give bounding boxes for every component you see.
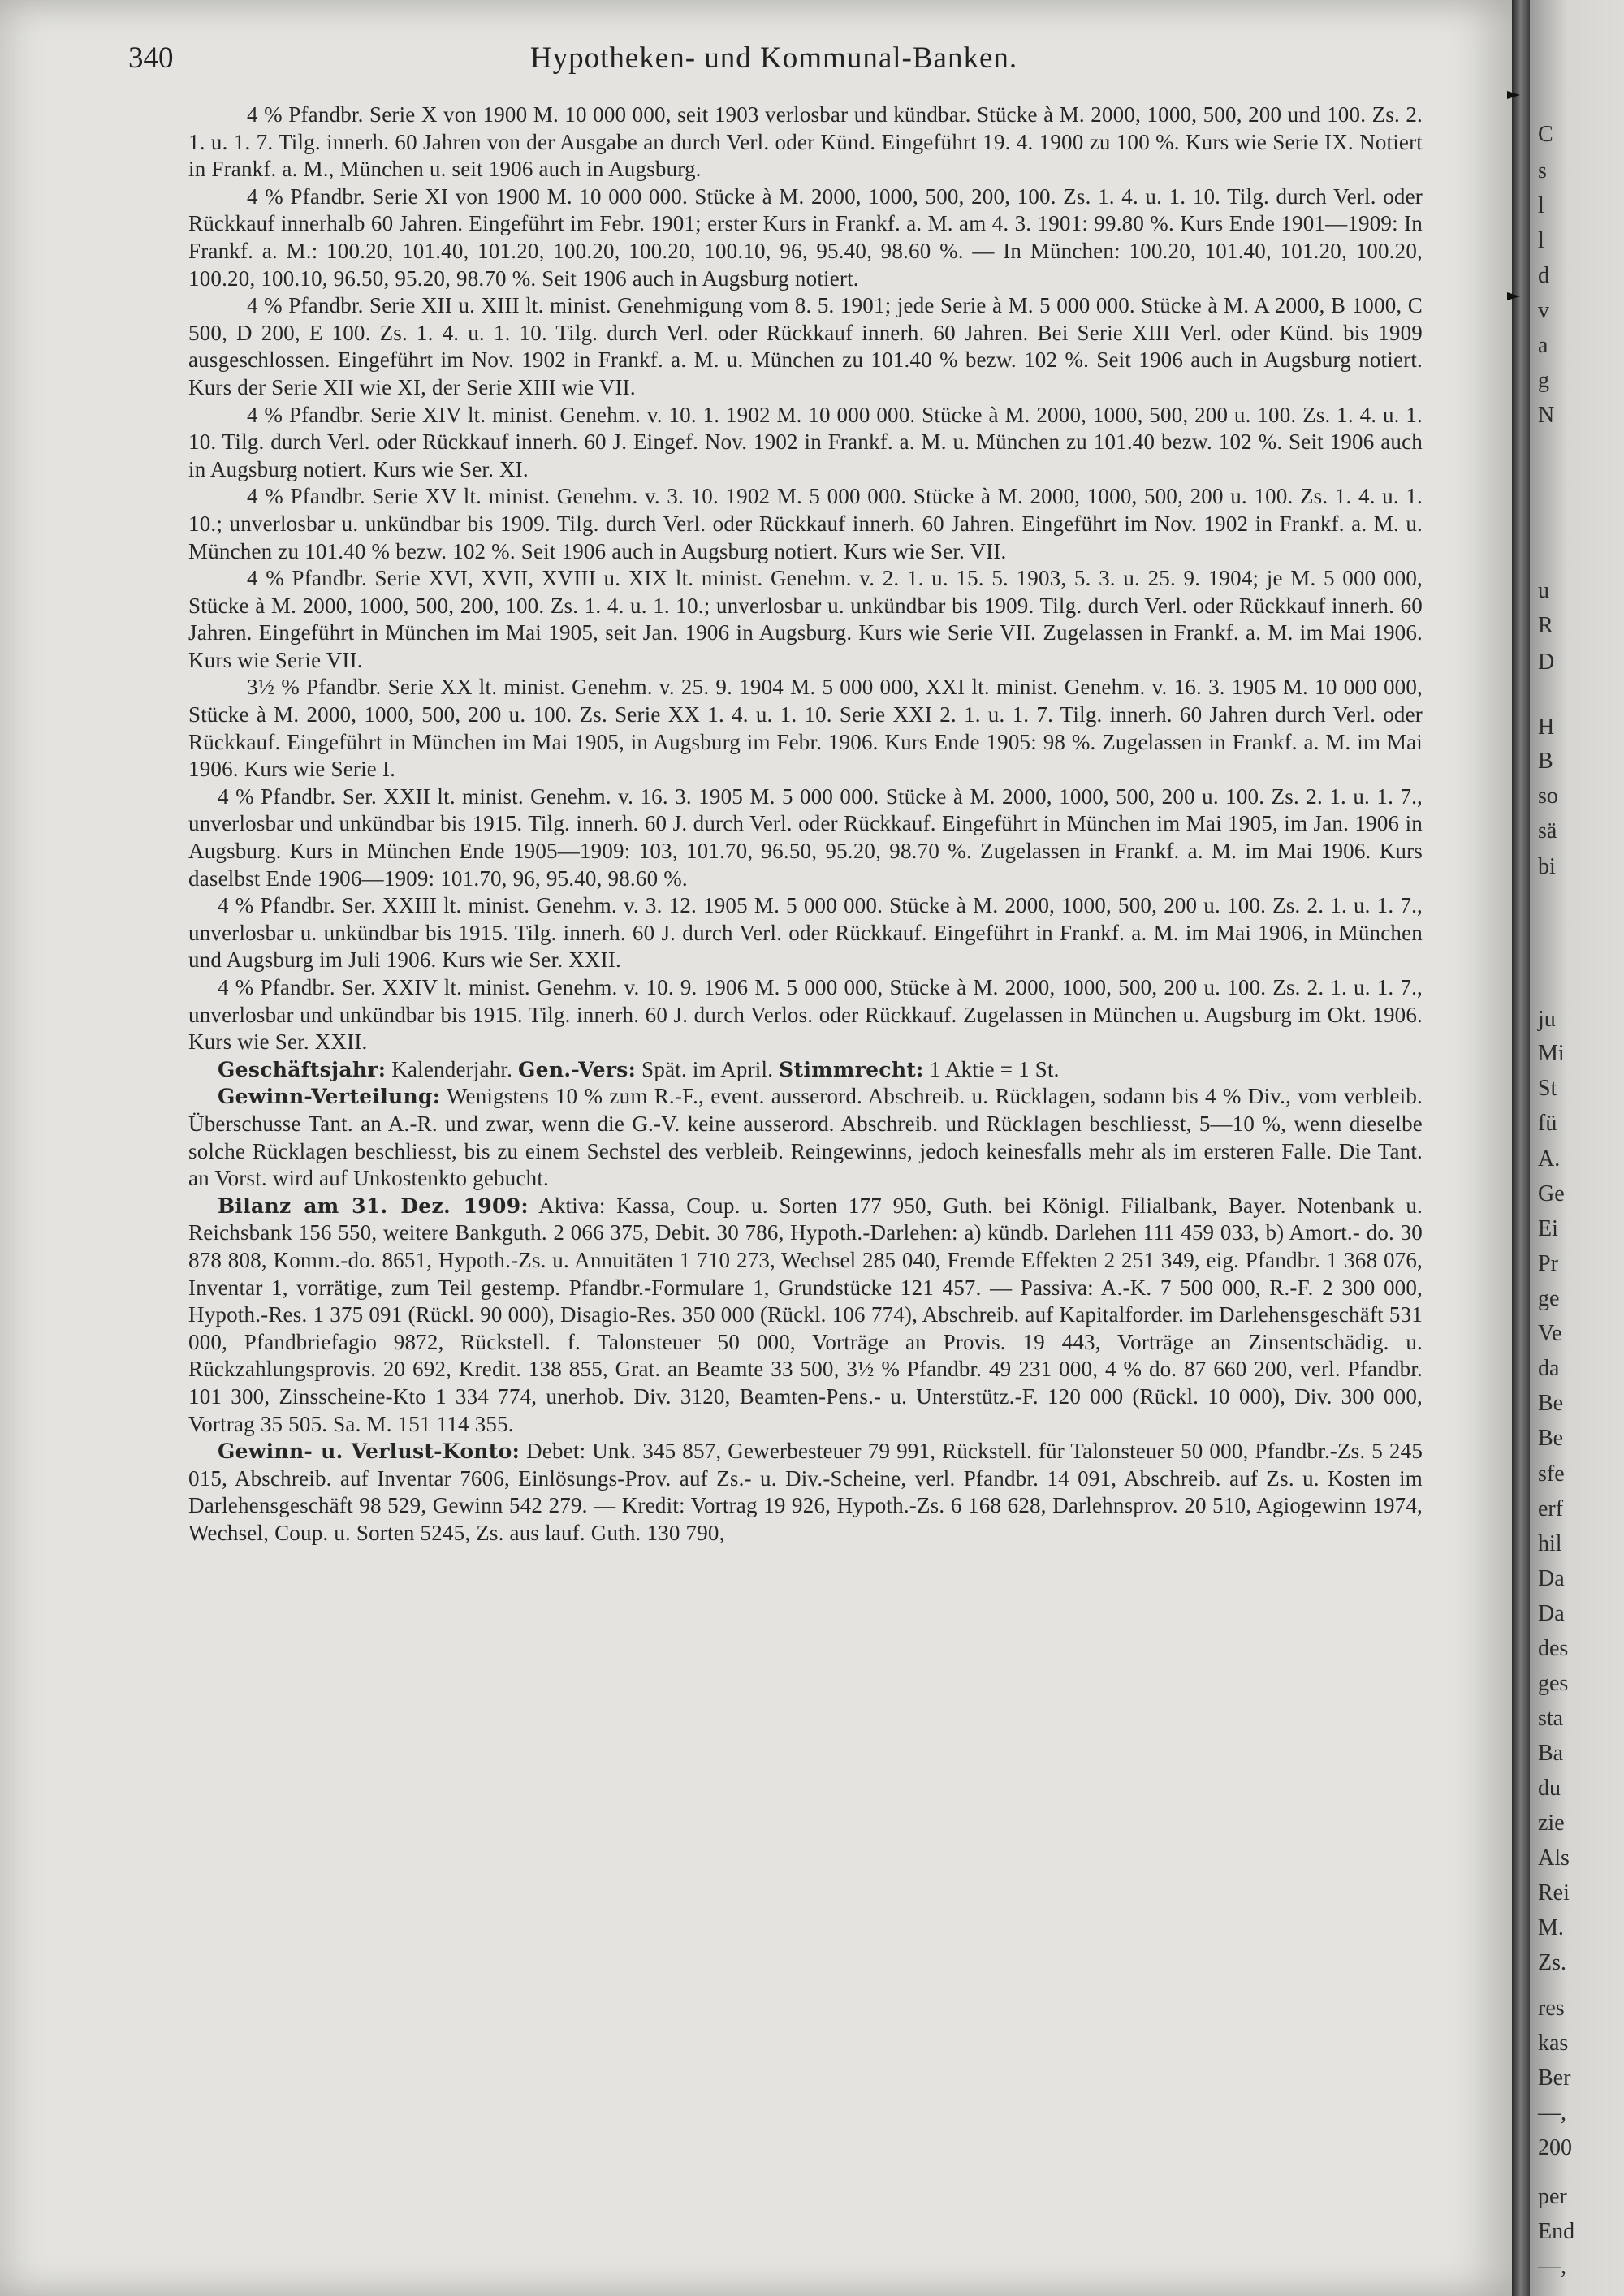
paragraph-text: 4 % Pfandbr. Serie XII u. XIII lt. minist. Genehmigung vom 8. 5. 1901; jede Serie à M. 5 000 000. Stücke à M. A 2000, B 1000, C 500, D 200, E 100. Zs. 1. 4. u. 1. 10. Tilg. durch Verl. oder Rückkauf innerh. 60 Jahren. Bei Serie XIII Verl. oder Künd. bis 1909 ausgeschlossen. Eingeführt im Nov. 1902 in Frankf. a. M. u. München zu 101.40 % bezw. 102 %. Seit 1906 auch in Augsburg notiert. Kurs der Serie XII wie XI, der Serie XIII wie VII.	[188, 293, 1423, 399]
adjacent-page-fragment: H	[1538, 714, 1555, 740]
adjacent-page-fragment: bi	[1538, 854, 1556, 879]
adjacent-page-fragment: Zs.	[1538, 1950, 1566, 1975]
adjacent-page-fragment: Ei	[1538, 1216, 1558, 1241]
adjacent-page-fragment: erf	[1538, 1496, 1564, 1521]
adjacent-page-fragment: ju	[1538, 1007, 1556, 1032]
paragraph-text: 4 % Pfandbr. Ser. XXII lt. minist. Genehm. v. 16. 3. 1905 M. 5 000 000. Stücke à M. 2000, 1000, 500, 200 u. 100. Zs. 2. 1. u. 1. 7., unverlosbar und unkündbar bis 1915. Tilg. innerh. 60 J. durch Verl. oder Rückkauf. Eingeführt in München im Mai 1905, im Jan. 1906 in Augsburg. Kurs in München Ende 1905—1909: 103, 101.70, 96.50, 95.20, 98.70 %. Zugelassen in Frankf. a. M. im Mai 1906. Kurs daselbst Ende 1906—1909: 101.70, 96, 95.40, 98.60 %.	[188, 783, 1423, 891]
book-gutter	[1512, 0, 1530, 2296]
adjacent-page-fragment: Da	[1538, 1566, 1565, 1591]
adjacent-page-fragment: u	[1538, 578, 1549, 603]
adjacent-page-fragment: Da	[1538, 1601, 1565, 1626]
adjacent-page-fragment: des	[1538, 1636, 1569, 1661]
adjacent-page-fragment: R	[1538, 613, 1553, 638]
paragraph-keyword: Gewinn- u. Verlust-Konto:	[218, 1439, 520, 1464]
adjacent-page-fragment: s	[1538, 158, 1547, 183]
adjacent-page-fragment: l	[1538, 228, 1544, 253]
paragraph-text: 4 % Pfandbr. Ser. XXIV lt. minist. Genehm. v. 10. 9. 1906 M. 5 000 000, Stücke à M. 2000, 1000, 500, 200 u. 100. Zs. 2. 1. u. 1. 7., unverlosbar und unkündbar bis 1915. Tilg. innerh. 60 J. durch Verlos. oder Rückkauf. Zugelassen in München u. Augsburg im Okt. 1906. Kurs wie Ser. XXII.	[188, 975, 1423, 1055]
adjacent-page-fragment: —,	[1538, 2100, 1566, 2126]
adjacent-page-fragment: da	[1538, 1356, 1560, 1381]
paragraph-keyword: Stimmrecht:	[779, 1057, 924, 1081]
adjacent-page-edge	[1530, 0, 1624, 2296]
adjacent-page-fragment: C	[1538, 122, 1553, 147]
paragraph-serie-xxiv	[188, 974, 1423, 1056]
adjacent-page-fragment: —,	[1538, 2254, 1566, 2279]
paragraph-serie-xx-xxi	[188, 674, 1423, 783]
paragraph-serie-xxiii	[188, 892, 1423, 974]
adjacent-page-fragment: Pr	[1538, 1251, 1558, 1276]
paragraph-serie-xv	[188, 483, 1423, 565]
adjacent-page-fragment: ges	[1538, 1671, 1569, 1696]
paragraph-text: Debet: Unk. 345 857, Gewerbesteuer 79 991, Rückstell. für Talonsteuer 50 000, Pfandbr.-Zs. 5 245 015, Abschreib. auf Inventar 7606, Einlösungs-Prov. auf Zs.- u. Div.-Scheine, verl. Pfandbr. 14 091, Abschreib. auf Zs. u. Kosten im Darlehensgeschäft 98 529, Gewinn 542 279. — Kredit: Vortrag 19 926, Hypoth.-Zs. 6 168 628, Darlehnsprov. 20 510, Agiogewinn 1974, Wechsel, Coup. u. Sorten 5245, Zs. aus lauf. Guth. 130 790,	[188, 1439, 1423, 1545]
adjacent-page-fragment: kas	[1538, 2031, 1569, 2056]
paragraph-text: Wenigstens 10 % zum R.-F., event. ausserord. Abschreib. u. Rücklagen, sodann bis 4 % Div., vom verbleib. Überschusse Tant. an A.-R. und zwar, wenn die G.-V. keine ausserord. Abschreib. und Rücklagen beschliesst, 5—10 %, wenn dieselbe solche Rücklagen beschliesst, bis zu einem Sechstel des verbleib. Reingewinns, jedoch keinesfalls mehr als im ersteren Falle. Die Tant. an Vorst. wird auf Unkostenkto gebucht.	[188, 1084, 1423, 1191]
adjacent-page-fragment: l	[1538, 193, 1544, 218]
running-head: Hypotheken- und Kommunal-Banken.	[529, 41, 1018, 75]
paragraph-serie-x	[188, 101, 1423, 183]
paragraph-text: 4 % Pfandbr. Serie XV lt. minist. Genehm. v. 3. 10. 1902 M. 5 000 000. Stücke à M. 2000, 1000, 500, 200 u. 100. Zs. 1. 4. u. 1. 10.; unverlosbar u. unkündbar bis 1909. Tilg. durch Verl. oder Rückkauf innerh. 60 Jahren. Eingeführt im Nov. 1902 in Frankf. a. M. u. München zu 101.40 % bezw. 102 %. Seit 1906 auch in Augsburg notiert. Kurs wie Ser. VII.	[188, 484, 1423, 563]
adjacent-page-fragment: Rei	[1538, 1880, 1570, 1905]
adjacent-page-fragment: hil	[1538, 1531, 1562, 1556]
adjacent-page-fragment: ge	[1538, 1286, 1560, 1311]
adjacent-page-fragment: End	[1538, 2219, 1575, 2244]
page-header	[128, 41, 1419, 86]
paragraph-serie-xxii	[188, 783, 1423, 892]
adjacent-page-fragment: Be	[1538, 1391, 1564, 1416]
adjacent-page-fragment: Ba	[1538, 1741, 1564, 1766]
adjacent-page-fragment: so	[1538, 783, 1558, 809]
adjacent-page-fragment: Mi	[1538, 1041, 1565, 1066]
adjacent-page-fragment: g	[1538, 368, 1549, 393]
paragraph-keyword: Geschäftsjahr:	[218, 1057, 387, 1081]
paragraph-text: Kalenderjahr.	[391, 1056, 513, 1081]
adjacent-page-fragment: sta	[1538, 1706, 1564, 1731]
paragraph-text: 4 % Pfandbr. Serie X von 1900 M. 10 000 000, seit 1903 verlosbar und kündbar. Stücke à M. 2000, 1000, 500, 200 und 100. Zs. 2. 1. u. 1. 7. Tilg. innerh. 60 Jahren von der Ausgabe an durch Verl. oder Künd. Eingeführt 19. 4. 1900 zu 100 %. Kurs wie Serie IX. Notiert in Frankf. a. M., München u. seit 1906 auch in Augsburg.	[188, 102, 1423, 182]
adjacent-page-fragment: D	[1538, 650, 1555, 675]
paragraph-text: Aktiva: Kassa, Coup. u. Sorten 177 950, Guth. bei Königl. Filialbank, Bayer. Notenbank u. Reichsbank 156 550, weitere Bankguth. 2 066 375, Debit. 30 786, Hypoth.-Darlehen: a) kündb. Darlehen 111 459 033, b) Amort.- do. 30 878 808, Komm.-do. 8651, Hypoth.-Zs. u. Annuitäten 1 710 273, Wechsel 285 040, Fremde Effekten 2 251 349, eig. Pfandbr. 1 368 076, Inventar 1, vorrätige, zum Teil gestemp. Pfandbr.-Formulare 1, Grundstücke 121 457. — Passiva: A.-K. 7 500 000, R.-F. 2 300 000, Hypoth.-Res. 1 375 091 (Rückl. 90 000), Disagio-Res. 350 000 (Rückl. 106 774), Abschreib. auf Kapitalforder. im Darlehensgeschäft 531 000, Pfandbriefagio 9872, Rückstell. f. Talonsteuer 50 000, Vorträge an Provis. 19 443, Vorträge an Zinsentschädig. u. Rückzahlungsprovis. 20 692, Kredit. 138 855, Grat. an Beamte 33 500, 3½ % Pfandbr. 49 231 000, 4 % do. 87 660 200, verl. Pfandbr. 101 300, Zinsscheine-Kto 1 334 774, unerhob. Div. 3120, Beamten-Pens.- u. Unterstütz.-F. 120 000 (Rückl. 10 000), Div. 300 000, Vortrag 35 505. Sa. M. 151 114 355.	[188, 1193, 1423, 1436]
adjacent-page-fragment: Als	[1538, 1845, 1570, 1871]
paragraph-gewinn-verlust	[188, 1438, 1423, 1547]
adjacent-page-fragment: du	[1538, 1776, 1561, 1801]
adjacent-page-fragment: fü	[1538, 1111, 1557, 1136]
page-number: 340	[128, 41, 174, 75]
adjacent-page-fragment: a	[1538, 333, 1548, 358]
paragraph-text: 4 % Pfandbr. Serie XVI, XVII, XVIII u. XIX lt. minist. Genehm. v. 2. 1. u. 15. 5. 1903, 5. 3. u. 25. 9. 1904; je M. 5 000 000, Stücke à M. 2000, 1000, 500, 200, 100. Zs. 1. 4. u. 1. 10.; unverlosbar u. unkündbar bis 1909. Tilg. durch Verl. oder Rückkauf innerh. 60 Jahren. Eingeführt in München im Mai 1905, seit Jan. 1906 in Augsburg. Kurs wie Serie VII. Zugelassen in Frankf. a. M. im Mai 1906. Kurs wie Serie VII.	[188, 566, 1423, 672]
paragraph-text: 4 % Pfandbr. Serie XIV lt. minist. Genehm. v. 10. 1. 1902 M. 10 000 000. Stücke à M. 2000, 1000, 500, 200 u. 100. Zs. 1. 4. u. 1. 10. Tilg. durch Verl. oder Rückkauf innerh. 60 J. Eingef. Nov. 1902 in Frankf. a. M. u. München zu 101.40 bezw. 102 %. Seit 1906 auch in Augsburg notiert. Kurs wie Ser. XI.	[188, 402, 1423, 481]
paragraph-keyword: Bilanz am 31. Dez. 1909:	[218, 1193, 529, 1218]
adjacent-page-fragment: Ve	[1538, 1321, 1562, 1346]
adjacent-page-fragment: d	[1538, 263, 1549, 288]
paragraph-text: 3½ % Pfandbr. Serie XX lt. minist. Genehm. v. 25. 9. 1904 M. 5 000 000, XXI lt. minist. Genehm. v. 16. 3. 1905 M. 10 000 000, Stücke à M. 2000, 1000, 500, 200 u. 100. Zs. Serie XX 1. 4. u. 1. 10. Serie XXI 2. 1. u. 1. 7. Tilg. innerh. 60 Jahren durch Verl. oder Rückkauf. Eingeführt in München im Mai 1905, in Augsburg im Febr. 1906. Kurs Ende 1905: 98 %. Zugelassen in Frankf. a. M. im Mai 1906. Kurs wie Serie I.	[188, 675, 1423, 782]
adjacent-page-fragment: Be	[1538, 1426, 1564, 1451]
adjacent-page-fragment: Ber	[1538, 2065, 1571, 2091]
adjacent-page-fragment: A.	[1538, 1146, 1561, 1172]
body-text	[188, 101, 1423, 1547]
adjacent-page-fragment: v	[1538, 298, 1549, 323]
adjacent-page-fragment: sä	[1538, 818, 1557, 844]
paragraph-geschaeftsjahr	[188, 1056, 1423, 1084]
paragraph-serie-xvi-xix	[188, 565, 1423, 674]
paragraph-serie-xi	[188, 183, 1423, 292]
adjacent-page-fragment: zie	[1538, 1810, 1565, 1836]
adjacent-page-fragment: sfe	[1538, 1461, 1565, 1487]
paragraph-text: 4 % Pfandbr. Ser. XXIII lt. minist. Genehm. v. 3. 12. 1905 M. 5 000 000. Stücke à M. 2000, 1000, 500, 200 u. 100. Zs. 2. 1. u. 1. 7., unverlosbar u. unkündbar bis 1915. Tilg. innerh. 60 J. durch Verl. oder Rückkauf. Eingeführt in Frankf. a. M. im Mai 1906, in München und Augsburg im Juli 1906. Kurs wie Ser. XXII.	[188, 893, 1423, 973]
adjacent-page-fragment: St	[1538, 1076, 1557, 1101]
adjacent-page-fragment: N	[1538, 403, 1555, 428]
adjacent-page-fragment: B	[1538, 749, 1553, 774]
paragraph-serie-xiv	[188, 402, 1423, 484]
paragraph-keyword: Gewinn-Verteilung:	[218, 1085, 441, 1109]
paragraph-text: 1 Aktie = 1 St.	[929, 1056, 1060, 1081]
adjacent-page-fragment: res	[1538, 1996, 1565, 2021]
paragraph-serie-xii-xiii	[188, 292, 1423, 401]
paragraph-keyword: Gen.-Vers:	[518, 1057, 637, 1081]
paragraph-text: Spät. im April.	[641, 1056, 774, 1081]
paragraph-bilanz	[188, 1193, 1423, 1438]
adjacent-page-fragment: M.	[1538, 1915, 1564, 1940]
adjacent-page-fragment: per	[1538, 2184, 1567, 2209]
adjacent-page-fragment: Ge	[1538, 1181, 1565, 1206]
adjacent-page-fragment: 200	[1538, 2135, 1572, 2160]
paragraph-text: 4 % Pfandbr. Serie XI von 1900 M. 10 000 000. Stücke à M. 2000, 1000, 500, 200, 100. Zs. 1. 4. u. 1. 10. Tilg. durch Verl. oder Rückkauf innerhalb 60 Jahren. Eingeführt im Febr. 1901; erster Kurs in Frankf. a. M. am 4. 3. 1901: 99.80 %. Kurs Ende 1901—1909: In Frankf. a. M.: 100.20, 101.40, 101.20, 100.20, 100.20, 100.10, 96, 95.40, 98.60 %. — In München: 100.20, 101.40, 101.20, 100.20, 100.20, 100.10, 96.50, 95.20, 98.70 %. Seit 1906 auch in Augsburg notiert.	[188, 183, 1423, 291]
paragraph-gewinn-verteilung	[188, 1083, 1423, 1192]
